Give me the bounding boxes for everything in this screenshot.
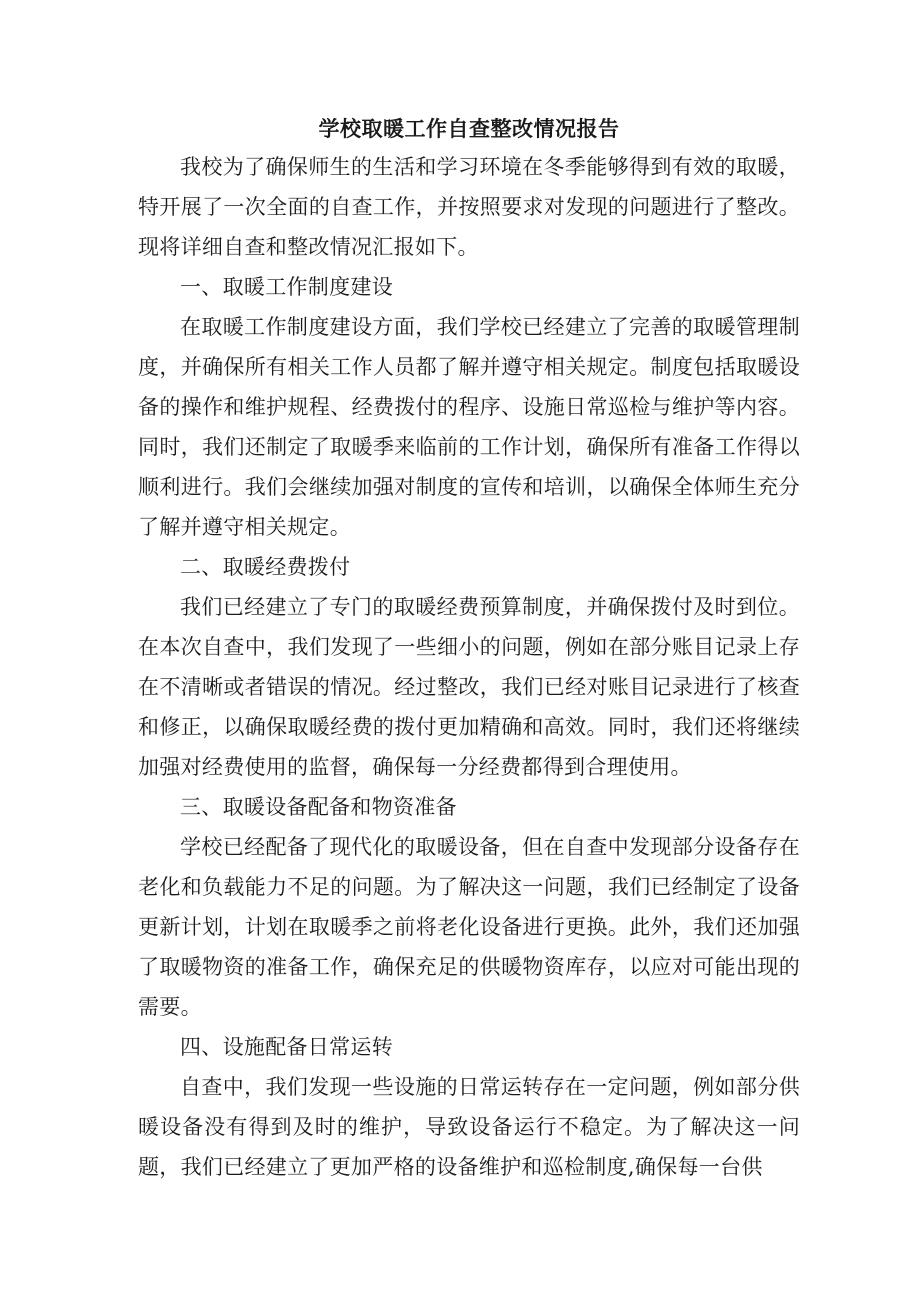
section-body-3: 学校已经配备了现代化的取暖设备，但在自查中发现部分设备存在老化和负载能力不足的问题。为了解决这一问题，我们已经制定了设备更新计划，计划在取暖季之前将老化设备进行更换。此外，我们还加强了取暖物资的准备工作，确保充足的供暖物资库存，以应对可能出现的需要。 — [138, 835, 800, 1019]
document-title: 学校取暖工作自查整改情况报告 — [318, 116, 620, 141]
section-heading-4: 四、设施配备日常运转 — [180, 1035, 393, 1059]
section-heading-3: 三、取暖设备配备和物资准备 — [180, 795, 457, 819]
section-body-1: 在取暖工作制度建设方面，我们学校已经建立了完善的取暖管理制度，并确保所有相关工作人员都了解并遵守相关规定。制度包括取暖设备的操作和维护规程、经费拨付的程序、设施日常巡检与维护等内容。同时，我们还制定了取暖季来临前的工作计划，确保所有准备工作得以顺利进行。我们会继续加强对制度的宣传和培训，以确保全体师生充分了解并遵守相关规定。 — [138, 315, 800, 539]
intro-paragraph: 我校为了确保师生的生活和学习环境在冬季能够得到有效的取暖，特开展了一次全面的自查工作，并按照要求对发现的问题进行了整改。现将详细自查和整改情况汇报如下。 — [138, 155, 800, 259]
section-body-4: 自查中，我们发现一些设施的日常运转存在一定问题，例如部分供暖设备没有得到及时的维护，导致设备运行不稳定。为了解决这一问题，我们已经建立了更加严格的设备维护和巡检制度,确保每一台供 — [138, 1075, 800, 1179]
section-body-2: 我们已经建立了专门的取暖经费预算制度，并确保拨付及时到位。在本次自查中，我们发现了一些细小的问题，例如在部分账目记录上存在不清晰或者错误的情况。经过整改，我们已经对账目记录进行了核查和修正，以确保取暖经费的拨付更加精确和高效。同时，我们还将继续加强对经费使用的监督，确保每一分经费都得到合理使用。 — [138, 595, 800, 779]
section-heading-1: 一、取暖工作制度建设 — [180, 275, 393, 299]
document-page — [138, 114, 800, 1187]
section-heading-2: 二、取暖经费拨付 — [180, 555, 351, 579]
